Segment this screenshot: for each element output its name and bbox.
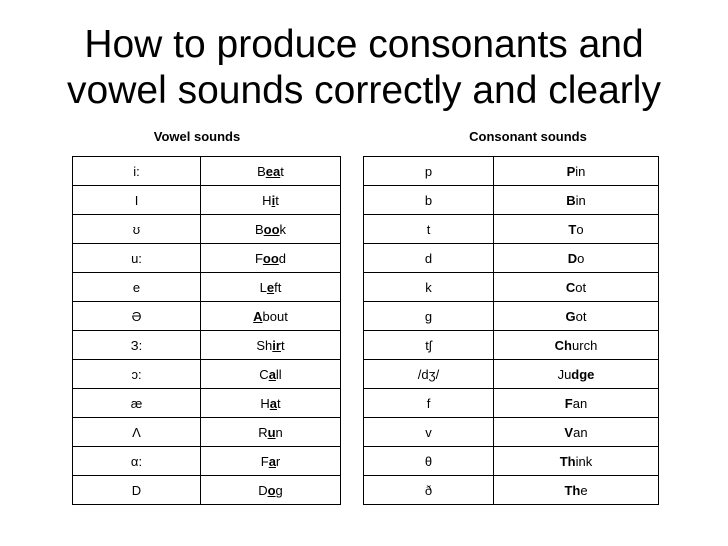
word-segment: o (576, 221, 584, 237)
consonant-example-word-cell (494, 476, 659, 505)
consonant-sounds-caption: Consonant sounds (469, 129, 587, 144)
word-segment: in (575, 192, 586, 208)
vowel-symbol-cell: D (73, 476, 201, 505)
table-row (73, 157, 341, 186)
consonant-sounds-table (363, 156, 659, 505)
vowel-symbol-cell: ɔ: (73, 360, 201, 389)
word-segment: ink (575, 453, 593, 469)
table-row (364, 418, 659, 447)
vowel-symbol-cell: i: (73, 157, 201, 186)
word-segment: t (280, 337, 285, 353)
word-segment: in (575, 163, 586, 179)
consonant-symbol-cell: k (364, 273, 494, 302)
table-row (364, 215, 659, 244)
word-segment: g (275, 482, 283, 498)
table-row (364, 360, 659, 389)
table-row (73, 273, 341, 302)
word-segment: Th (564, 482, 581, 498)
vowel-example-word-cell (201, 331, 341, 360)
vowel-symbol-cell: æ (73, 389, 201, 418)
vowel-symbol-cell: ʊ (73, 215, 201, 244)
word-segment: i (271, 192, 276, 208)
word-segment: H (262, 192, 272, 208)
table-row (364, 302, 659, 331)
vowel-example-word-cell (201, 447, 341, 476)
word-segment: u (267, 424, 276, 440)
table-row (73, 476, 341, 505)
vowel-example-word-cell (201, 157, 341, 186)
consonant-example-word-cell (494, 157, 659, 186)
word-segment: o (577, 250, 585, 266)
table-row (73, 215, 341, 244)
consonant-example-word-cell (494, 302, 659, 331)
table-row (364, 476, 659, 505)
word-segment: A (253, 308, 263, 324)
word-segment: F (254, 250, 263, 266)
word-segment: a (269, 395, 277, 411)
word-segment: H (260, 395, 270, 411)
table-row (364, 157, 659, 186)
table-row (364, 186, 659, 215)
consonant-example-word-cell (494, 186, 659, 215)
word-segment: Th (559, 453, 576, 469)
vowel-example-word-cell (201, 186, 341, 215)
word-segment: V (564, 424, 574, 440)
word-segment: ft (274, 279, 282, 295)
consonant-example-word-cell (494, 447, 659, 476)
consonant-symbol-cell: t (364, 215, 494, 244)
word-segment: R (258, 424, 268, 440)
vowel-symbol-cell: Λ (73, 418, 201, 447)
consonant-example-word-cell (494, 331, 659, 360)
table-row (73, 244, 341, 273)
table-row (73, 447, 341, 476)
word-segment: a (268, 366, 276, 382)
word-segment: d (278, 250, 287, 266)
vowel-example-word-cell (201, 215, 341, 244)
vowel-example-word-cell (201, 244, 341, 273)
consonant-symbol-cell: /dʒ/ (364, 360, 494, 389)
table-row (73, 418, 341, 447)
word-segment: Ju (557, 366, 572, 382)
word-segment: o (267, 482, 276, 498)
vowel-example-word-cell (201, 360, 341, 389)
word-segment: r (275, 453, 281, 469)
vowel-symbol-cell: I (73, 186, 201, 215)
table-row (364, 331, 659, 360)
title-line-1: How to produce consonants and (84, 23, 644, 66)
word-segment: oo (262, 250, 279, 266)
consonant-symbol-cell: d (364, 244, 494, 273)
vowel-symbol-cell: З: (73, 331, 201, 360)
word-segment: oo (263, 221, 280, 237)
table-row (364, 273, 659, 302)
word-segment: e (580, 482, 588, 498)
table-row (364, 244, 659, 273)
word-segment: T (568, 221, 577, 237)
consonant-symbol-cell: θ (364, 447, 494, 476)
consonant-example-word-cell (494, 273, 659, 302)
consonant-example-word-cell (494, 389, 659, 418)
consonant-example-word-cell (494, 215, 659, 244)
vowel-example-word-cell (201, 476, 341, 505)
consonant-symbol-cell: b (364, 186, 494, 215)
consonant-symbol-cell: ð (364, 476, 494, 505)
vowel-sounds-caption: Vowel sounds (153, 129, 241, 144)
vowel-example-word-cell (201, 418, 341, 447)
vowel-table-body (73, 157, 341, 505)
title-line-2: vowel sounds correctly and clearly (67, 69, 661, 112)
word-segment: ir (272, 337, 281, 353)
word-segment: B (257, 163, 266, 179)
word-segment: bout (262, 308, 288, 324)
consonant-symbol-cell: tʃ (364, 331, 494, 360)
table-row (73, 331, 341, 360)
table-row (73, 360, 341, 389)
consonant-symbol-cell: g (364, 302, 494, 331)
table-row (73, 389, 341, 418)
word-segment: e (266, 279, 275, 295)
word-segment: urch (572, 337, 598, 353)
word-segment: ll (275, 366, 282, 382)
word-segment: Ch (554, 337, 573, 353)
table-row (364, 389, 659, 418)
word-segment: dge (571, 366, 595, 382)
vowel-symbol-cell: Ə (73, 302, 201, 331)
consonant-example-word-cell (494, 244, 659, 273)
consonant-symbol-cell: f (364, 389, 494, 418)
consonant-symbol-cell: v (364, 418, 494, 447)
word-segment: G (565, 308, 576, 324)
word-segment: Sh (256, 337, 273, 353)
word-segment: F (564, 395, 573, 411)
word-segment: a (268, 453, 276, 469)
word-segment: C (565, 279, 576, 295)
word-segment: D (258, 482, 268, 498)
word-segment: an (573, 424, 588, 440)
word-segment: t (280, 163, 284, 179)
vowel-symbol-cell: e (73, 273, 201, 302)
word-segment: ea (265, 163, 281, 179)
word-segment: P (566, 163, 576, 179)
word-segment: D (567, 250, 578, 266)
vowel-example-word-cell (201, 273, 341, 302)
word-segment: an (572, 395, 588, 411)
table-row (73, 186, 341, 215)
consonant-symbol-cell: p (364, 157, 494, 186)
vowel-example-word-cell (201, 302, 341, 331)
word-segment: n (275, 424, 283, 440)
word-segment: B (566, 192, 576, 208)
consonant-example-word-cell (494, 418, 659, 447)
word-segment: k (279, 221, 287, 237)
word-segment: B (254, 221, 264, 237)
consonant-table-body (364, 157, 659, 505)
consonant-example-word-cell (494, 360, 659, 389)
vowel-symbol-cell: u: (73, 244, 201, 273)
word-segment: t (275, 192, 279, 208)
page-title (0, 22, 728, 114)
word-segment: ot (575, 308, 587, 324)
word-segment: ot (575, 279, 587, 295)
table-row (73, 302, 341, 331)
word-segment: t (277, 395, 281, 411)
vowel-sounds-table (72, 156, 341, 505)
word-segment: L (259, 279, 267, 295)
vowel-example-word-cell (201, 389, 341, 418)
word-segment: F (260, 453, 269, 469)
word-segment: C (259, 366, 269, 382)
table-row (364, 447, 659, 476)
vowel-symbol-cell: α: (73, 447, 201, 476)
